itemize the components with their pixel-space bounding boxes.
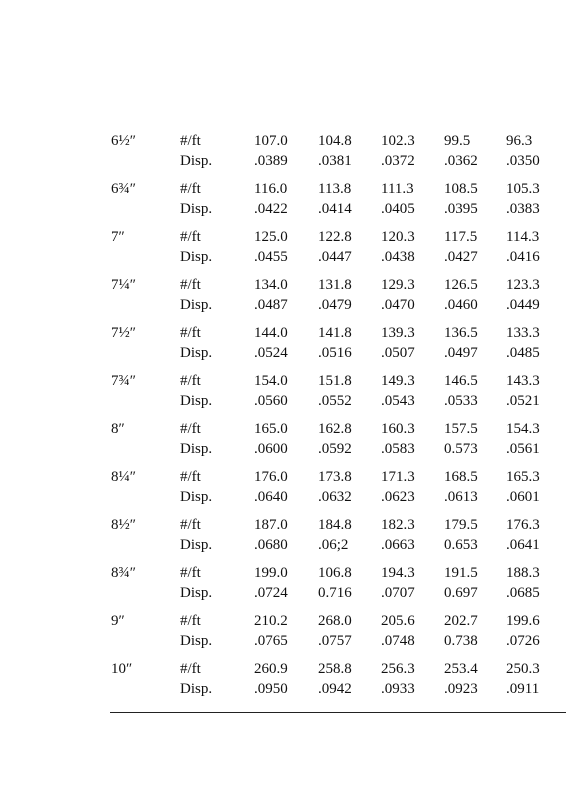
weight-label: #/ft xyxy=(180,613,201,629)
displacement-cell: .0455 xyxy=(254,249,288,265)
displacement-label: Disp. xyxy=(180,681,213,697)
displacement-cell: .0470 xyxy=(381,297,415,313)
displacement-cell: .0641 xyxy=(506,537,540,553)
weight-cell: 120.3 xyxy=(381,229,415,245)
weight-cell: 253.4 xyxy=(444,661,478,677)
displacement-line xyxy=(0,295,568,315)
displacement-cell: .0765 xyxy=(254,633,288,649)
weight-cell: 111.3 xyxy=(381,181,414,197)
displacement-cell: .0623 xyxy=(381,489,415,505)
table-row-group xyxy=(0,131,568,179)
weight-label: #/ft xyxy=(180,421,201,437)
weight-cell: 99.5 xyxy=(444,133,471,149)
weight-cell: 165.0 xyxy=(254,421,288,437)
table-row-group xyxy=(0,611,568,659)
displacement-line xyxy=(0,439,568,459)
size-label: 10″ xyxy=(111,661,133,677)
displacement-label: Disp. xyxy=(180,201,213,217)
displacement-label: Disp. xyxy=(180,537,213,553)
displacement-cell: .0460 xyxy=(444,297,478,313)
displacement-line xyxy=(0,631,568,651)
weight-cell: 157.5 xyxy=(444,421,478,437)
displacement-cell: .0726 xyxy=(506,633,540,649)
weight-cell: 160.3 xyxy=(381,421,415,437)
displacement-cell: .0748 xyxy=(381,633,415,649)
weight-cell: 108.5 xyxy=(444,181,478,197)
weight-label: #/ft xyxy=(180,229,201,245)
weight-cell: 199.0 xyxy=(254,565,288,581)
displacement-line xyxy=(0,247,568,267)
size-label: 8½″ xyxy=(111,517,136,533)
weight-line xyxy=(0,611,568,631)
bottom-rule xyxy=(110,712,566,713)
weight-line xyxy=(0,563,568,583)
size-label: 7¾″ xyxy=(111,373,136,389)
weight-cell: 194.3 xyxy=(381,565,415,581)
size-label: 8″ xyxy=(111,421,125,437)
displacement-label: Disp. xyxy=(180,489,213,505)
weight-cell: 191.5 xyxy=(444,565,478,581)
displacement-label: Disp. xyxy=(180,297,213,313)
weight-cell: 143.3 xyxy=(506,373,540,389)
displacement-cell: .0663 xyxy=(381,537,415,553)
weight-cell: 123.3 xyxy=(506,277,540,293)
weight-cell: 117.5 xyxy=(444,229,478,245)
displacement-cell: .0381 xyxy=(318,153,352,169)
displacement-cell: .06;2 xyxy=(318,537,349,553)
weight-cell: 141.8 xyxy=(318,325,352,341)
table-row-group xyxy=(0,467,568,515)
displacement-cell: .0911 xyxy=(506,681,540,697)
displacement-cell: .0414 xyxy=(318,201,352,217)
weight-cell: 173.8 xyxy=(318,469,352,485)
size-label: 8¾″ xyxy=(111,565,136,581)
weight-cell: 268.0 xyxy=(318,613,352,629)
displacement-cell: .0707 xyxy=(381,585,415,601)
displacement-cell: .0497 xyxy=(444,345,478,361)
displacement-cell: 0.738 xyxy=(444,633,478,649)
displacement-label: Disp. xyxy=(180,441,213,457)
weight-cell: 258.8 xyxy=(318,661,352,677)
displacement-cell: .0724 xyxy=(254,585,288,601)
displacement-cell: .0449 xyxy=(506,297,540,313)
table-row-group xyxy=(0,515,568,563)
weight-line xyxy=(0,515,568,535)
displacement-cell: .0524 xyxy=(254,345,288,361)
weight-cell: 176.3 xyxy=(506,517,540,533)
weight-line xyxy=(0,419,568,439)
weight-label: #/ft xyxy=(180,181,201,197)
weight-cell: 107.0 xyxy=(254,133,288,149)
displacement-cell: .0923 xyxy=(444,681,478,697)
table-row-group xyxy=(0,659,568,707)
weight-cell: 96.3 xyxy=(506,133,533,149)
weight-cell: 260.9 xyxy=(254,661,288,677)
displacement-cell: .0583 xyxy=(381,441,415,457)
weight-label: #/ft xyxy=(180,469,201,485)
table-row-group xyxy=(0,371,568,419)
displacement-cell: .0552 xyxy=(318,393,352,409)
displacement-cell: .0427 xyxy=(444,249,478,265)
weight-cell: 187.0 xyxy=(254,517,288,533)
weight-cell: 176.0 xyxy=(254,469,288,485)
weight-cell: 202.7 xyxy=(444,613,478,629)
weight-cell: 182.3 xyxy=(381,517,415,533)
size-label: 7¼″ xyxy=(111,277,136,293)
table-row-group xyxy=(0,563,568,611)
weight-cell: 171.3 xyxy=(381,469,415,485)
displacement-cell: .0950 xyxy=(254,681,288,697)
weight-line xyxy=(0,227,568,247)
displacement-cell: .0592 xyxy=(318,441,352,457)
displacement-line xyxy=(0,487,568,507)
displacement-cell: 0.573 xyxy=(444,441,478,457)
displacement-label: Disp. xyxy=(180,633,213,649)
displacement-cell: .0942 xyxy=(318,681,352,697)
displacement-cell: .0405 xyxy=(381,201,415,217)
displacement-cell: .0389 xyxy=(254,153,288,169)
weight-line xyxy=(0,275,568,295)
weight-cell: 154.3 xyxy=(506,421,540,437)
weight-cell: 256.3 xyxy=(381,661,415,677)
weight-label: #/ft xyxy=(180,133,201,149)
weight-label: #/ft xyxy=(180,277,201,293)
displacement-cell: .0543 xyxy=(381,393,415,409)
weight-cell: 113.8 xyxy=(318,181,352,197)
displacement-cell: .0422 xyxy=(254,201,288,217)
weight-line xyxy=(0,179,568,199)
weight-label: #/ft xyxy=(180,661,201,677)
table-row-group xyxy=(0,179,568,227)
displacement-cell: .0632 xyxy=(318,489,352,505)
displacement-line xyxy=(0,391,568,411)
weight-cell: 151.8 xyxy=(318,373,352,389)
data-table xyxy=(0,131,568,707)
weight-cell: 139.3 xyxy=(381,325,415,341)
displacement-label: Disp. xyxy=(180,153,213,169)
displacement-cell: .0933 xyxy=(381,681,415,697)
size-label: 7″ xyxy=(111,229,125,245)
displacement-cell: .0383 xyxy=(506,201,540,217)
displacement-cell: .0485 xyxy=(506,345,540,361)
size-label: 7½″ xyxy=(111,325,136,341)
table-row-group xyxy=(0,419,568,467)
weight-cell: 102.3 xyxy=(381,133,415,149)
weight-cell: 149.3 xyxy=(381,373,415,389)
weight-cell: 134.0 xyxy=(254,277,288,293)
weight-cell: 104.8 xyxy=(318,133,352,149)
displacement-cell: .0447 xyxy=(318,249,352,265)
size-label: 9″ xyxy=(111,613,125,629)
weight-cell: 126.5 xyxy=(444,277,478,293)
table-row-group xyxy=(0,323,568,371)
weight-cell: 129.3 xyxy=(381,277,415,293)
weight-cell: 116.0 xyxy=(254,181,288,197)
weight-cell: 131.8 xyxy=(318,277,352,293)
displacement-cell: 0.716 xyxy=(318,585,352,601)
displacement-line xyxy=(0,199,568,219)
size-label: 6¾″ xyxy=(111,181,136,197)
displacement-cell: .0416 xyxy=(506,249,540,265)
weight-cell: 188.3 xyxy=(506,565,540,581)
displacement-line xyxy=(0,151,568,171)
weight-line xyxy=(0,323,568,343)
displacement-cell: .0521 xyxy=(506,393,540,409)
weight-cell: 162.8 xyxy=(318,421,352,437)
weight-cell: 199.6 xyxy=(506,613,540,629)
displacement-cell: .0395 xyxy=(444,201,478,217)
weight-cell: 106.8 xyxy=(318,565,352,581)
displacement-label: Disp. xyxy=(180,393,213,409)
displacement-line xyxy=(0,535,568,555)
weight-cell: 179.5 xyxy=(444,517,478,533)
size-label: 6½″ xyxy=(111,133,136,149)
displacement-cell: .0438 xyxy=(381,249,415,265)
table-row-group xyxy=(0,227,568,275)
displacement-cell: .0350 xyxy=(506,153,540,169)
weight-cell: 165.3 xyxy=(506,469,540,485)
displacement-cell: .0613 xyxy=(444,489,478,505)
weight-cell: 250.3 xyxy=(506,661,540,677)
displacement-line xyxy=(0,583,568,603)
displacement-cell: .0362 xyxy=(444,153,478,169)
displacement-line xyxy=(0,679,568,699)
displacement-cell: .0561 xyxy=(506,441,540,457)
displacement-cell: .0600 xyxy=(254,441,288,457)
displacement-label: Disp. xyxy=(180,249,213,265)
weight-cell: 154.0 xyxy=(254,373,288,389)
weight-cell: 133.3 xyxy=(506,325,540,341)
weight-line xyxy=(0,131,568,151)
displacement-cell: .0560 xyxy=(254,393,288,409)
displacement-cell: .0487 xyxy=(254,297,288,313)
weight-cell: 125.0 xyxy=(254,229,288,245)
weight-line xyxy=(0,467,568,487)
displacement-cell: 0.653 xyxy=(444,537,478,553)
displacement-cell: .0640 xyxy=(254,489,288,505)
displacement-cell: 0.697 xyxy=(444,585,478,601)
displacement-cell: .0757 xyxy=(318,633,352,649)
weight-label: #/ft xyxy=(180,565,201,581)
weight-label: #/ft xyxy=(180,517,201,533)
weight-cell: 210.2 xyxy=(254,613,288,629)
displacement-cell: .0372 xyxy=(381,153,415,169)
table-row-group xyxy=(0,275,568,323)
weight-cell: 122.8 xyxy=(318,229,352,245)
displacement-cell: .0601 xyxy=(506,489,540,505)
weight-cell: 114.3 xyxy=(506,229,540,245)
displacement-label: Disp. xyxy=(180,585,213,601)
weight-cell: 184.8 xyxy=(318,517,352,533)
displacement-cell: .0680 xyxy=(254,537,288,553)
displacement-cell: .0516 xyxy=(318,345,352,361)
displacement-cell: .0533 xyxy=(444,393,478,409)
weight-cell: 144.0 xyxy=(254,325,288,341)
weight-cell: 168.5 xyxy=(444,469,478,485)
weight-label: #/ft xyxy=(180,373,201,389)
weight-cell: 136.5 xyxy=(444,325,478,341)
weight-line xyxy=(0,659,568,679)
weight-cell: 205.6 xyxy=(381,613,415,629)
displacement-cell: .0685 xyxy=(506,585,540,601)
weight-cell: 105.3 xyxy=(506,181,540,197)
displacement-label: Disp. xyxy=(180,345,213,361)
size-label: 8¼″ xyxy=(111,469,136,485)
displacement-cell: .0507 xyxy=(381,345,415,361)
displacement-line xyxy=(0,343,568,363)
weight-cell: 146.5 xyxy=(444,373,478,389)
weight-line xyxy=(0,371,568,391)
weight-label: #/ft xyxy=(180,325,201,341)
displacement-cell: .0479 xyxy=(318,297,352,313)
